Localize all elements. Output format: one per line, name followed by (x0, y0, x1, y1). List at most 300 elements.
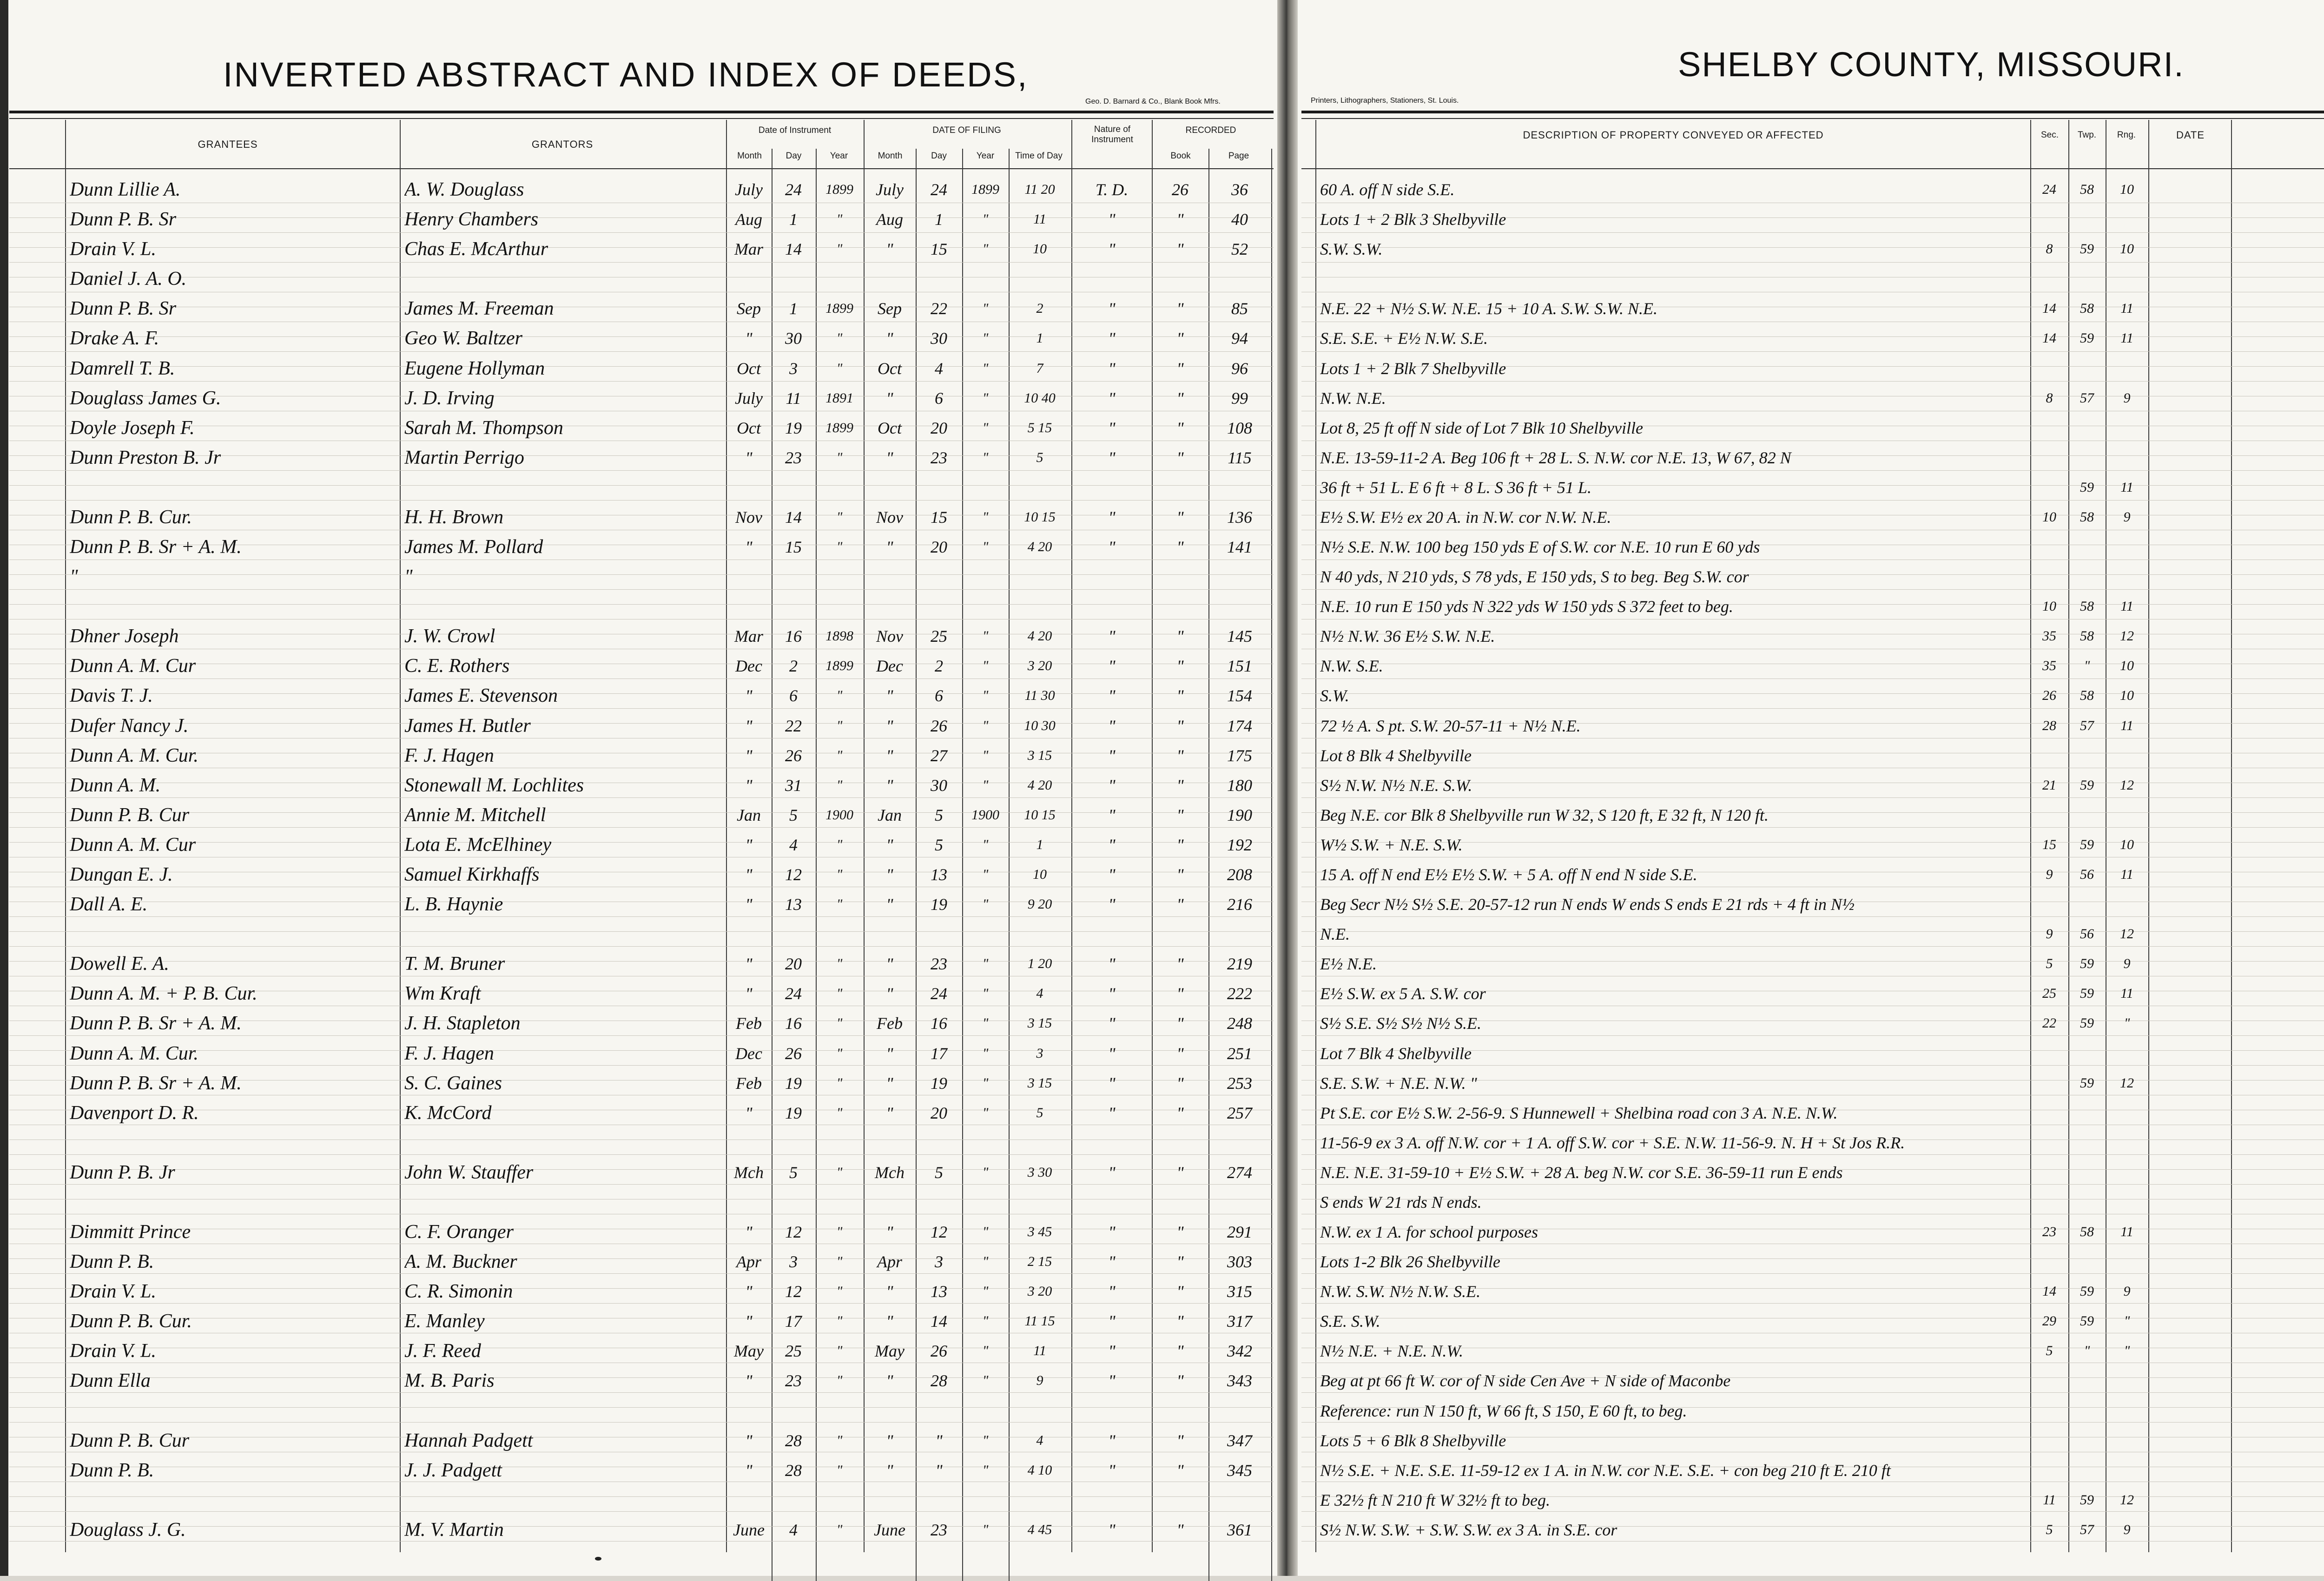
twp-cell: 59 (2080, 1015, 2094, 1031)
filing-day-cell: 24 (931, 984, 947, 1003)
page-cell: 190 (1227, 805, 1252, 824)
book-cell: " (1176, 1282, 1184, 1301)
filing-year-cell: " (982, 1105, 989, 1120)
filing-month-cell: Aug (876, 210, 903, 229)
time-of-day-cell: 11 20 (1024, 182, 1055, 197)
ruled-line (9, 381, 1274, 382)
grantee-cell: Drain V. L. (70, 1341, 156, 1362)
filing-month-cell: July (876, 180, 904, 199)
filing-year-cell: " (982, 509, 989, 525)
ruled-line (1301, 797, 2324, 798)
grantee-cell: Dunn A. M. + P. B. Cur. (70, 983, 257, 1004)
nature-cell: " (1108, 1282, 1116, 1301)
description-cell: E½ N.E. (1320, 955, 1377, 974)
book-cell: " (1176, 895, 1184, 914)
grantor-cell: K. McCord (404, 1102, 492, 1123)
grantor-cell: M. B. Paris (404, 1370, 495, 1391)
ruled-line (1301, 1184, 2324, 1185)
instrument-month-cell: " (745, 1282, 753, 1301)
page-cell: 291 (1227, 1223, 1252, 1242)
instrument-day-cell: 31 (785, 776, 802, 795)
grantee-cell: Dunn Lillie A. (70, 179, 181, 200)
rng-cell: 11 (2120, 301, 2133, 316)
sec-cell: 10 (2042, 599, 2056, 614)
nature-cell: " (1108, 299, 1116, 318)
nature-cell: " (1108, 1520, 1116, 1539)
sec-cell: 11 (2043, 1492, 2056, 1508)
twp-cell: 58 (2080, 599, 2094, 614)
grantee-cell: Dunn P. B. Cur. (70, 507, 192, 527)
nature-cell: T. D. (1095, 180, 1129, 199)
instrument-year-cell: " (836, 777, 843, 793)
grantor-cell: E. Manley (404, 1311, 485, 1332)
nature-cell: " (1108, 507, 1116, 527)
grantor-cell: J. F. Reed (404, 1341, 481, 1362)
filing-day-cell: " (935, 1431, 943, 1450)
ruled-line (1301, 232, 2324, 233)
instrument-day-cell: 17 (785, 1312, 802, 1331)
page-cell: 248 (1227, 1014, 1252, 1033)
grantor-cell: James M. Pollard (404, 537, 543, 558)
book-cell: " (1176, 835, 1184, 854)
instrument-month-cell: " (745, 1371, 753, 1390)
header-sec: Sec. (2040, 130, 2059, 140)
twp-cell: 58 (2080, 1224, 2094, 1240)
grantee-cell: Dimmitt Prince (70, 1222, 191, 1243)
page-cell: 347 (1227, 1431, 1252, 1450)
instrument-year-cell: " (836, 837, 843, 852)
grantor-cell: John W. Stauffer (404, 1162, 534, 1183)
instrument-day-cell: 24 (785, 180, 802, 199)
time-of-day-cell: 4 (1036, 1432, 1043, 1448)
header-rule-right-thin (1301, 118, 2324, 119)
filing-month-cell: " (886, 1431, 893, 1450)
time-of-day-cell: 11 (1033, 1343, 1046, 1359)
description-cell: Lot 7 Blk 4 Shelbyville (1320, 1044, 1472, 1063)
ruled-line (1301, 708, 2324, 709)
filing-day-cell: 15 (931, 507, 947, 527)
instrument-year-cell: " (836, 688, 843, 704)
grantor-cell: C. R. Simonin (404, 1281, 513, 1302)
rng-cell: 12 (2120, 1492, 2134, 1508)
filing-year-cell: " (982, 420, 989, 435)
filing-month-cell: " (886, 1282, 893, 1301)
description-cell: 15 A. off N end E½ E½ S.W. + 5 A. off N end N side S.E. (1320, 865, 1697, 884)
instrument-year-cell: 1898 (825, 628, 853, 644)
instrument-month-cell: Oct (737, 418, 761, 437)
instrument-month-cell: Jan (737, 805, 761, 824)
sec-cell: 22 (2042, 1015, 2056, 1031)
grantor-cell: J. W. Crowl (404, 626, 495, 647)
filing-month-cell: Nov (876, 507, 903, 527)
instrument-year-cell: " (836, 330, 843, 346)
instrument-month-cell: " (745, 955, 753, 974)
filing-day-cell: 22 (931, 299, 947, 318)
description-cell: S½ N.W. N½ N.E. S.W. (1320, 776, 1472, 795)
filing-month-cell: Mch (875, 1163, 905, 1182)
filing-day-cell: 5 (935, 835, 943, 854)
description-cell: N 40 yds, N 210 yds, S 78 yds, E 150 yds, S to beg. Beg S.W. cor (1320, 567, 1749, 586)
instrument-day-cell: 14 (785, 240, 802, 259)
instrument-day-cell: 4 (789, 835, 798, 854)
sec-cell: 5 (2046, 956, 2053, 972)
time-of-day-cell: 4 (1036, 986, 1043, 1001)
book-cell: " (1176, 657, 1184, 676)
book-cell: " (1176, 1074, 1184, 1093)
instrument-day-cell: 20 (785, 955, 802, 974)
instrument-year-cell: " (836, 867, 843, 882)
twp-cell: 58 (2080, 301, 2094, 316)
filing-month-cell: " (886, 1371, 893, 1390)
rng-cell: 10 (2120, 837, 2134, 852)
filing-year-cell: " (982, 1522, 989, 1537)
sec-cell: 10 (2042, 509, 2056, 525)
instrument-month-cell: June (733, 1520, 765, 1539)
filing-month-cell: " (886, 865, 893, 884)
description-cell: N.E. 22 + N½ S.W. N.E. 15 + 10 A. S.W. S.W. N.E. (1320, 299, 1657, 318)
time-of-day-cell: 9 (1036, 1373, 1043, 1389)
nature-cell: " (1108, 1223, 1116, 1242)
sec-cell: 14 (2042, 301, 2056, 316)
page-cell: 108 (1227, 418, 1252, 437)
ruled-line (1301, 589, 2324, 590)
twp-cell: 56 (2080, 926, 2094, 942)
ruled-line (9, 1392, 1274, 1393)
page-cell: 315 (1227, 1282, 1252, 1301)
time-of-day-cell: 3 20 (1027, 1284, 1052, 1299)
column-divider (65, 120, 66, 1552)
page-cell: 36 (1231, 180, 1248, 199)
instrument-day-cell: 22 (785, 716, 802, 735)
twp-cell: 59 (2080, 479, 2094, 495)
instrument-year-cell: 1899 (825, 658, 853, 674)
nature-cell: " (1108, 746, 1116, 765)
instrument-day-cell: 14 (785, 507, 802, 527)
rng-cell: 9 (2123, 1284, 2131, 1299)
ruled-line (1301, 1065, 2324, 1066)
ruled-line (9, 827, 1274, 828)
rng-cell: 11 (2120, 1224, 2133, 1240)
grantee-cell: Douglass James G. (70, 388, 221, 408)
nature-cell: " (1108, 210, 1116, 229)
filing-month-cell: " (886, 1103, 893, 1122)
twp-cell: 58 (2080, 628, 2094, 644)
grantor-cell: F. J. Hagen (404, 745, 494, 766)
grantee-cell: Dunn A. M. (70, 775, 161, 796)
sec-cell: 9 (2046, 867, 2053, 882)
filing-day-cell: 19 (931, 895, 947, 914)
grantee-cell: Dowell E. A. (70, 954, 169, 975)
instrument-day-cell: 12 (785, 1223, 802, 1242)
header-twp: Twp. (2077, 130, 2097, 140)
header-filing-year: Year (976, 151, 995, 161)
time-of-day-cell: 10 15 (1024, 807, 1056, 823)
description-cell: Pt S.E. cor E½ S.W. 2-56-9. S Hunnewell + Shelbina road con 3 A. N.E. N.W. (1320, 1103, 1838, 1122)
twp-cell: 59 (2080, 241, 2094, 257)
instrument-month-cell: Feb (736, 1074, 762, 1093)
time-of-day-cell: 2 15 (1027, 1254, 1052, 1270)
filing-year-cell: 1900 (971, 807, 999, 823)
page-cell: 303 (1227, 1252, 1252, 1271)
filing-year-cell: " (982, 658, 989, 674)
instrument-year-cell: " (836, 509, 843, 525)
rng-cell: 9 (2123, 956, 2131, 972)
instrument-day-cell: 23 (785, 448, 802, 467)
rng-cell: 10 (2120, 688, 2134, 704)
time-of-day-cell: 10 30 (1024, 718, 1056, 733)
time-of-day-cell: 10 (1033, 867, 1047, 882)
nature-cell: " (1108, 418, 1116, 437)
header-date-of-instrument: Date of Instrument (758, 125, 832, 135)
description-cell: S.W. (1320, 686, 1349, 705)
filing-year-cell: " (982, 1432, 989, 1448)
twp-cell: 58 (2080, 509, 2094, 525)
instrument-year-cell: " (836, 1045, 843, 1061)
twp-cell: 59 (2080, 777, 2094, 793)
sec-cell: 35 (2042, 628, 2056, 644)
rng-cell: 12 (2120, 1075, 2134, 1091)
page-cell: 175 (1227, 746, 1252, 765)
nature-cell: " (1108, 1312, 1116, 1331)
time-of-day-cell: 10 40 (1024, 390, 1056, 406)
instrument-month-cell: " (745, 1103, 753, 1122)
page-cell: 219 (1227, 955, 1252, 974)
grantee-cell: Davis T. J. (70, 685, 153, 706)
book-cell: " (1176, 716, 1184, 735)
filing-year-cell: " (982, 1164, 989, 1180)
time-of-day-cell: 1 (1036, 330, 1043, 346)
grantee-cell: Dunn P. B. Sr + A. M. (70, 1013, 242, 1034)
ruled-line (9, 262, 1274, 263)
filing-day-cell: 25 (931, 627, 947, 646)
filing-month-cell: June (874, 1520, 905, 1539)
time-of-day-cell: 5 (1036, 1105, 1043, 1120)
grantee-cell: Doyle Joseph F. (70, 417, 195, 438)
ruled-line (9, 232, 1274, 233)
twp-cell: " (2084, 658, 2090, 674)
instrument-month-cell: May (734, 1342, 764, 1361)
instrument-month-cell: " (745, 538, 753, 557)
ruled-line (9, 1303, 1274, 1304)
nature-cell: " (1108, 389, 1116, 408)
ruled-line (1301, 827, 2324, 828)
ruled-line (9, 916, 1274, 917)
sec-cell: 28 (2042, 718, 2056, 733)
instrument-month-cell: " (745, 329, 753, 348)
instrument-month-cell: " (745, 448, 753, 467)
sec-cell: 14 (2042, 1284, 2056, 1299)
filing-month-cell: Nov (876, 627, 903, 646)
nature-cell: " (1108, 1163, 1116, 1182)
instrument-day-cell: 1 (789, 210, 798, 229)
nature-cell: " (1108, 1431, 1116, 1450)
grantor-cell: Samuel Kirkhaffs (404, 864, 540, 885)
instrument-year-cell: " (836, 360, 843, 376)
description-cell: Lots 5 + 6 Blk 8 Shelbyville (1320, 1431, 1506, 1450)
filing-year-cell: " (982, 390, 989, 406)
instrument-month-cell: Sep (737, 299, 761, 318)
rng-cell: 11 (2120, 867, 2133, 882)
instrument-year-cell: " (836, 1522, 843, 1537)
instrument-day-cell: 13 (785, 895, 802, 914)
filing-month-cell: " (886, 955, 893, 974)
instrument-year-cell: " (836, 1343, 843, 1359)
filing-month-cell: " (886, 1223, 893, 1242)
grantor-cell: C. E. Rothers (404, 656, 510, 677)
book-cell: " (1176, 1014, 1184, 1033)
rng-cell: 12 (2120, 628, 2134, 644)
filing-day-cell: 6 (935, 686, 943, 705)
column-header-bottom-left (9, 168, 1274, 169)
filing-year-cell: " (982, 241, 989, 257)
instrument-day-cell: 3 (789, 359, 798, 378)
rng-cell: 10 (2120, 241, 2134, 257)
filing-year-cell: " (982, 330, 989, 346)
rng-cell: 11 (2120, 330, 2133, 346)
time-of-day-cell: 3 15 (1027, 1075, 1052, 1091)
printer-imprint-right: Printers, Lithographers, Stationers, St. Louis. (1311, 97, 1459, 105)
time-of-day-cell: 11 (1033, 211, 1046, 227)
grantor-cell: Henry Chambers (404, 209, 539, 230)
header-recorded: RECORDED (1185, 125, 1236, 135)
time-of-day-cell: 1 (1036, 837, 1043, 852)
instrument-year-cell: " (836, 1075, 843, 1091)
filing-day-cell: 19 (931, 1074, 947, 1093)
page-cell: 96 (1231, 359, 1248, 378)
filing-day-cell: 30 (931, 776, 947, 795)
description-cell: Lot 8 Blk 4 Shelbyville (1320, 746, 1472, 765)
time-of-day-cell: 3 15 (1027, 747, 1052, 763)
grantee-cell: Dunn P. B. Sr + A. M. (70, 1073, 242, 1094)
instrument-month-cell: " (745, 746, 753, 765)
filing-day-cell: 14 (931, 1312, 947, 1331)
grantee-cell: Dunn Preston B. Jr (70, 447, 221, 468)
instrument-month-cell: " (745, 686, 753, 705)
instrument-month-cell: " (745, 1431, 753, 1450)
filing-month-cell: " (886, 1461, 893, 1480)
header-nature: Nature of Instrument (1091, 125, 1133, 145)
nature-cell: " (1108, 1461, 1116, 1480)
description-cell: N½ N.W. 36 E½ S.W. N.E. (1320, 627, 1495, 646)
instrument-day-cell: 19 (785, 1103, 802, 1122)
rng-cell: 9 (2123, 390, 2131, 406)
description-cell: Reference: run N 150 ft, W 66 ft, S 150, E 60 ft, to beg. (1320, 1401, 1687, 1420)
book-cell: " (1176, 1223, 1184, 1242)
grantor-cell: Eugene Hollyman (404, 358, 545, 379)
ruled-line (9, 708, 1274, 709)
grantor-cell: James M. Freeman (404, 298, 554, 319)
page-cell: 136 (1227, 507, 1252, 527)
filing-day-cell: 23 (931, 448, 947, 467)
description-cell: Lot 8, 25 ft off N side of Lot 7 Blk 10 Shelbyville (1320, 418, 1643, 437)
instrument-month-cell: " (745, 895, 753, 914)
filing-month-cell: " (886, 1074, 893, 1093)
instrument-day-cell: 19 (785, 1074, 802, 1093)
description-cell: Beg Secr N½ S½ S.E. 20-57-12 run N ends W ends S ends E 21 rds + 4 ft in N½ (1320, 895, 1855, 914)
instrument-year-cell: " (836, 1373, 843, 1389)
twp-cell: 57 (2080, 1522, 2094, 1537)
instrument-month-cell: Aug (735, 210, 762, 229)
filing-year-cell: " (982, 688, 989, 704)
book-gutter (1277, 0, 1298, 1576)
page-cell: 222 (1227, 984, 1252, 1003)
sec-cell: 14 (2042, 330, 2056, 346)
book-cell: " (1176, 686, 1184, 705)
grantor-cell: Wm Kraft (404, 983, 481, 1004)
page-cell: 99 (1231, 389, 1248, 408)
instrument-day-cell: 19 (785, 418, 802, 437)
nature-cell: " (1108, 716, 1116, 735)
description-cell: Beg at pt 66 ft W. cor of N side Cen Ave + N side of Maconbe (1320, 1371, 1731, 1390)
filing-day-cell: 26 (931, 1342, 947, 1361)
book-cell: " (1176, 389, 1184, 408)
header-book: Book (1170, 151, 1191, 161)
grantee-cell: Dungan E. J. (70, 864, 173, 885)
instrument-year-cell: " (836, 1254, 843, 1270)
instrument-year-cell: " (836, 1284, 843, 1299)
instrument-month-cell: " (745, 984, 753, 1003)
time-of-day-cell: 4 20 (1027, 628, 1052, 644)
nature-cell: " (1108, 627, 1116, 646)
grantee-cell: Dunn A. M. Cur. (70, 745, 198, 766)
description-cell: N½ S.E. + N.E. S.E. 11-59-12 ex 1 A. in N.W. cor N.E. S.E. + con beg 210 ft E. 210 ft (1320, 1461, 1891, 1480)
filing-month-cell: Oct (878, 359, 902, 378)
time-of-day-cell: 3 15 (1027, 1015, 1052, 1031)
filing-year-cell: " (982, 1462, 989, 1478)
description-cell: N.E. 10 run E 150 yds N 322 yds W 150 yds S 372 feet to beg. (1320, 597, 1733, 616)
grantee-cell: Dunn A. M. Cur. (70, 1043, 198, 1064)
description-cell: Lots 1-2 Blk 26 Shelbyville (1320, 1252, 1500, 1271)
header-time-of-day: Time of Day (1015, 151, 1063, 161)
filing-day-cell: 28 (931, 1371, 947, 1390)
instrument-day-cell: 5 (789, 805, 798, 824)
header-month: Month (737, 151, 762, 161)
description-cell: 11-56-9 ex 3 A. off N.W. cor + 1 A. off S.W. cor + S.E. N.W. 11-56-9. N. H + St Jos R.R. (1320, 1133, 1905, 1152)
filing-month-cell: Oct (878, 418, 902, 437)
instrument-month-cell: Mar (734, 240, 763, 259)
book-cell: " (1176, 955, 1184, 974)
filing-month-cell: " (886, 776, 893, 795)
grantee-cell: Dunn P. B. Sr (70, 298, 177, 319)
book-cell: " (1176, 1044, 1184, 1063)
nature-cell: " (1108, 1252, 1116, 1271)
book-cell: " (1176, 1342, 1184, 1361)
column-divider (1071, 120, 1072, 1552)
grantor-cell: L. B. Haynie (404, 894, 503, 915)
book-cell: " (1176, 1312, 1184, 1331)
grantee-cell: Dunn P. B. (70, 1252, 154, 1272)
description-cell: S.E. S.E. + E½ N.W. S.E. (1320, 329, 1488, 348)
ruled-line (9, 485, 1274, 486)
instrument-day-cell: 11 (786, 389, 801, 408)
instrument-year-cell: 1899 (825, 182, 853, 197)
description-cell: S.E. S.W. + N.E. N.W. " (1320, 1074, 1477, 1093)
description-cell: N½ N.E. + N.E. N.W. (1320, 1342, 1464, 1361)
grantee-cell: Dhner Joseph (70, 626, 179, 647)
instrument-year-cell: " (836, 1432, 843, 1448)
filing-year-cell: " (982, 1015, 989, 1031)
nature-cell: " (1108, 895, 1116, 914)
instrument-year-cell: " (836, 896, 843, 912)
filing-day-cell: 20 (931, 418, 947, 437)
instrument-day-cell: 5 (789, 1163, 798, 1182)
instrument-month-cell: Dec (735, 657, 762, 676)
book-cell: " (1176, 359, 1184, 378)
filing-day-cell: 24 (931, 180, 947, 199)
time-of-day-cell: 10 15 (1024, 509, 1056, 525)
description-cell: Lots 1 + 2 Blk 7 Shelbyville (1320, 359, 1506, 378)
description-cell: E½ S.W. E½ ex 20 A. in N.W. cor N.W. N.E. (1320, 507, 1611, 527)
